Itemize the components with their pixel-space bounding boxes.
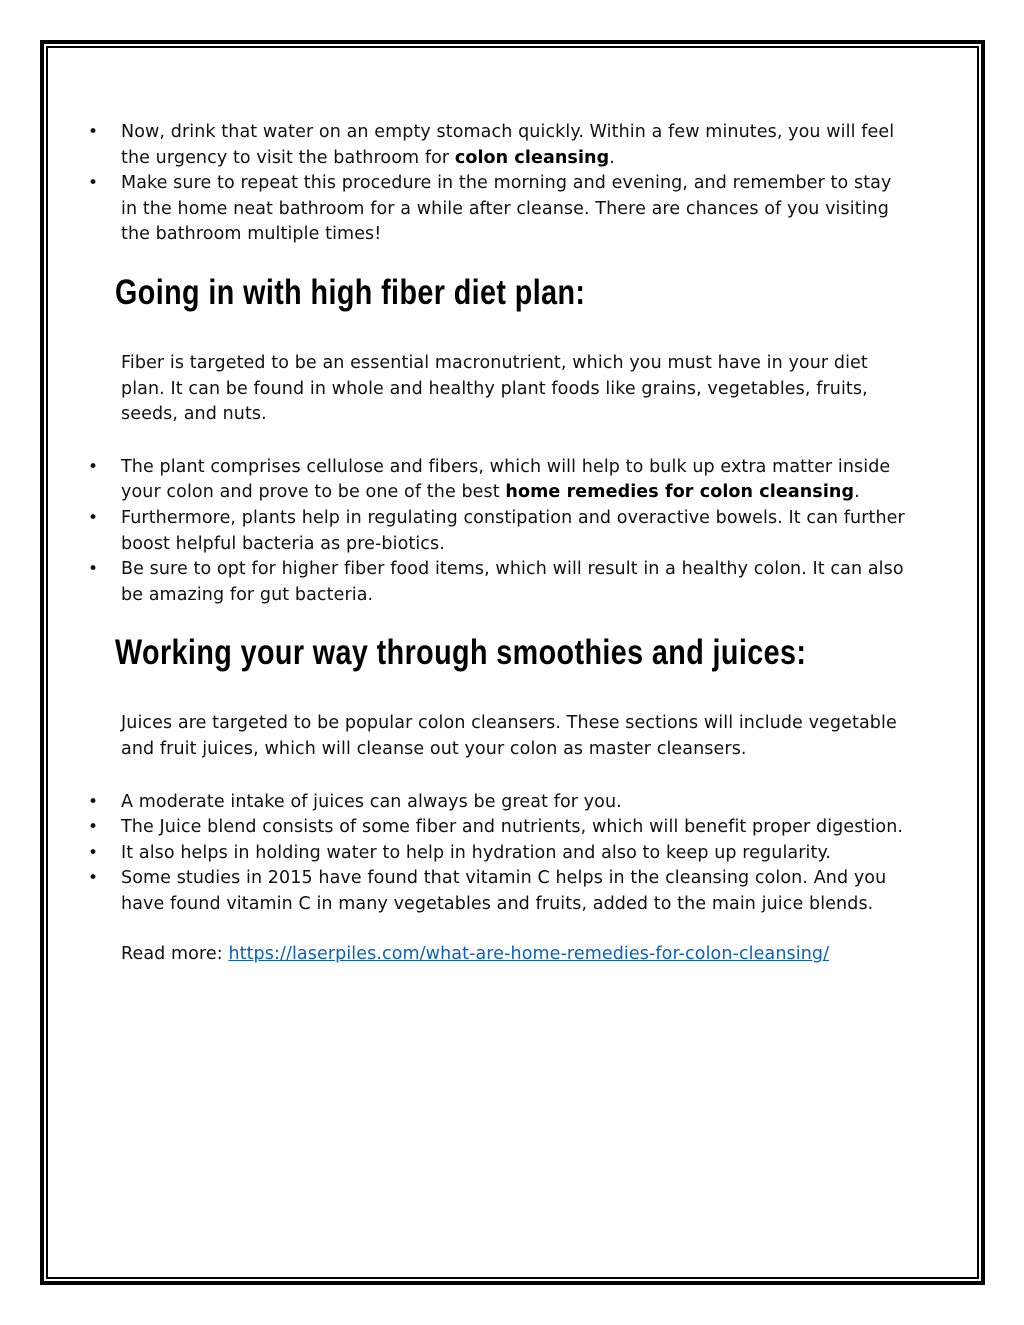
paragraph-fiber: Fiber is targeted to be an essential macronutrient, which you must have in your diet plan. It can be found in whole and healthy plant foods like grains, vegetables, fruits, seeds, and nuts. xyxy=(121,352,868,425)
paragraph-juices: Juices are targeted to be popular colon cleansers. These sections will include vegetable and fruit juices, which will cleanse out your colon as master cleansers. xyxy=(121,713,897,759)
read-more-link[interactable]: https://laserpiles.com/what-are-home-remedies-for-colon-cleansing/ xyxy=(228,944,830,965)
document-body xyxy=(88,120,908,968)
list-item-text: Be sure to opt for higher fiber food items, which will result in a healthy colon. It can also be amazing for gut bacteria. xyxy=(121,559,904,605)
list-item-text: Furthermore, plants help in regulating constipation and overactive bowels. It can further boost helpful bacteria as pre-biotics. xyxy=(121,507,905,554)
section-heading-fiber: Going in with high fiber diet plan: xyxy=(115,272,586,312)
list-item xyxy=(88,790,908,816)
bullet-icon: • xyxy=(88,868,99,889)
list-item xyxy=(88,171,908,248)
list-item-text: Some studies in 2015 have found that vitamin C helps in the cleansing colon. And you have found vitamin C in many vegetables and fruits, added to the main juice blends. xyxy=(121,868,887,914)
bullet-list-juices xyxy=(88,790,908,918)
section-heading-juices: Working your way through smoothies and juices: xyxy=(115,633,807,673)
list-item-suffix: . xyxy=(609,147,615,168)
list-item-bold: colon cleansing xyxy=(454,147,610,168)
bullet-icon: • xyxy=(88,122,99,142)
bullet-icon: • xyxy=(88,559,99,580)
list-item-text: The plant comprises cellulose and fibers, which will help to bulk up extra matter inside your colon and prove to be one of the best xyxy=(121,456,891,503)
list-item xyxy=(88,455,908,506)
bullet-list-intro xyxy=(88,120,908,248)
list-item-bold: home remedies for colon cleansing xyxy=(505,482,855,503)
list-item-text: The Juice blend consists of some fiber and nutrients, which will benefit proper digestion. xyxy=(121,817,904,838)
bullet-icon: • xyxy=(88,842,99,863)
read-more-line xyxy=(88,942,908,968)
list-item-text: Make sure to repeat this procedure in the morning and evening, and remember to stay in the home neat bathroom for a while after cleanse. There are chances of you visiting the bathroom multiple times! xyxy=(121,173,892,245)
bullet-icon: • xyxy=(88,507,99,528)
list-item-text: A moderate intake of juices can always be great for you. xyxy=(121,791,622,812)
list-item xyxy=(88,841,908,867)
list-item-suffix: . xyxy=(854,482,860,503)
list-item xyxy=(88,815,908,841)
list-item xyxy=(88,120,908,171)
bullet-icon: • xyxy=(88,173,99,194)
bullet-icon: • xyxy=(88,817,99,838)
list-item xyxy=(88,866,908,917)
read-more-label: Read more: xyxy=(121,944,229,965)
bullet-icon: • xyxy=(88,791,99,812)
list-item-text: It also helps in holding water to help in hydration and also to keep up regularity. xyxy=(121,842,832,863)
bullet-list-fiber xyxy=(88,455,908,609)
list-item-text: Now, drink that water on an empty stomach quickly. Within a few minutes, you will feel the urgency to visit the bathroom for xyxy=(121,122,895,168)
list-item xyxy=(88,557,908,608)
bullet-icon: • xyxy=(88,456,99,477)
list-item xyxy=(88,506,908,557)
